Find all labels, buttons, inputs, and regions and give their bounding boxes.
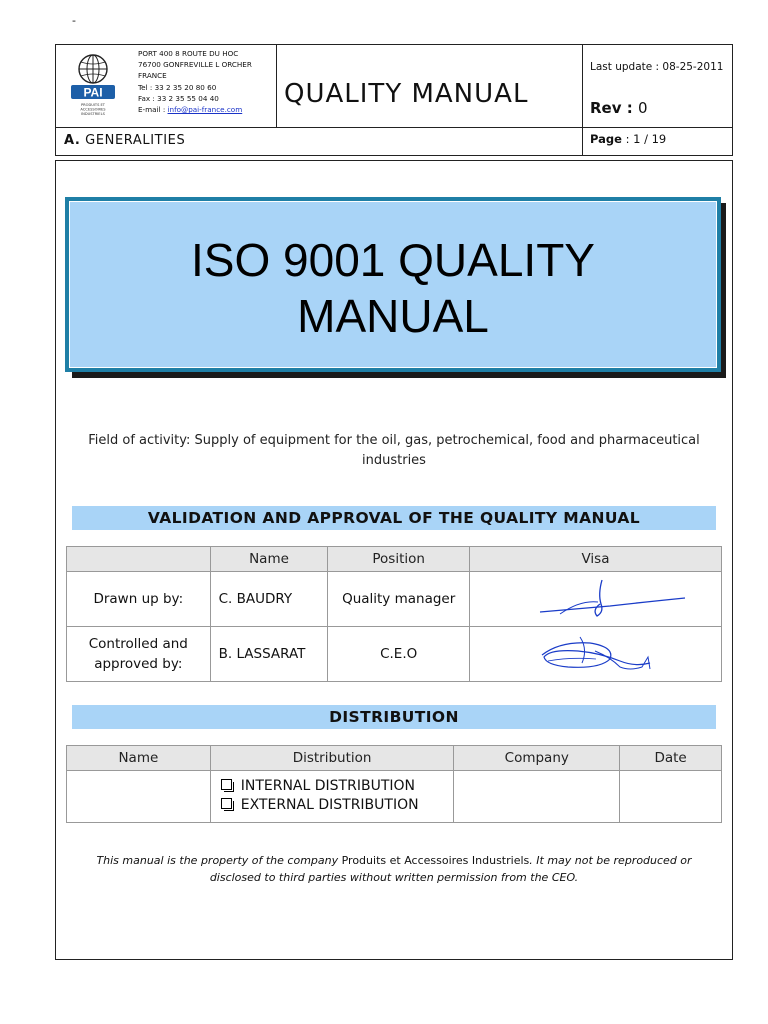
table-header-cell: Date: [620, 746, 722, 771]
distribution-table: [66, 745, 722, 823]
name-cell: B. LASSARAT: [210, 627, 328, 682]
table-header-cell: Position: [328, 547, 470, 572]
ownership-notice: This manual is the property of the company Produits et Accessoires Industriels. It may not be reproduced or disclosed to third parties without written permission from the CEO.: [96, 854, 692, 884]
position-cell: C.E.O: [328, 627, 470, 682]
section-label: A. GENERALITIES: [64, 133, 186, 148]
email-link[interactable]: info@pai-france.com: [167, 105, 243, 115]
external-distribution-option[interactable]: EXTERNAL DISTRIBUTION: [221, 796, 454, 815]
field-of-activity: Field of activity: Supply of equipment for the oil, gas, petrochemical, food and pharmaceutical industries: [88, 433, 700, 468]
company-logo: [68, 51, 118, 121]
table-header-cell: Name: [67, 746, 211, 771]
company-address: PORT 400 8 ROUTE DU HOC 76700 GONFREVILLE L ORCHER FRANCE Tel : 33 2 35 20 80 60 Fax : 33 2 35 55 04 40 E-mail : info@pai-france.com: [138, 49, 252, 115]
validation-heading: VALIDATION AND APPROVAL OF THE QUALITY MANUAL: [72, 506, 716, 530]
last-update: Last update : 08-25-2011: [590, 61, 724, 73]
table-row: [67, 627, 722, 682]
table-header-cell: Name: [210, 547, 328, 572]
company-cell: [454, 771, 620, 823]
role-cell: Controlled and approved by:: [67, 627, 211, 682]
table-header-cell: Company: [454, 746, 620, 771]
table-row: [67, 572, 722, 627]
role-cell: Drawn up by:: [67, 572, 211, 627]
name-cell: C. BAUDRY: [210, 572, 328, 627]
table-header-cell: [67, 547, 211, 572]
table-header-row: [67, 547, 722, 572]
visa-cell: [469, 627, 721, 682]
position-cell: Quality manager: [328, 572, 470, 627]
distribution-cell: [210, 771, 454, 823]
document-title: QUALITY MANUAL: [284, 79, 529, 109]
signature-lassarat: [470, 627, 720, 677]
revision: Rev : 0: [590, 99, 648, 117]
checkbox-icon[interactable]: [221, 798, 232, 809]
page-mark: -: [72, 14, 76, 27]
internal-distribution-option[interactable]: INTERNAL DISTRIBUTION: [221, 777, 454, 796]
name-cell: [67, 771, 211, 823]
date-cell: [620, 771, 722, 823]
validation-table: [66, 546, 722, 682]
svg-text:PRODUITS ET: PRODUITS ET: [80, 103, 106, 107]
table-row: [67, 771, 722, 823]
table-header-row: [67, 746, 722, 771]
checkbox-icon[interactable]: [221, 779, 232, 790]
svg-text:PAI: PAI: [83, 85, 103, 100]
svg-text:ACCESSOIRES: ACCESSOIRES: [80, 107, 106, 112]
svg-text:INDUSTRIELS: INDUSTRIELS: [81, 112, 105, 116]
document-header: [55, 44, 733, 156]
page-number: Page : 1 / 19: [590, 132, 667, 146]
visa-cell: [469, 572, 721, 627]
table-header-cell: Distribution: [210, 746, 454, 771]
signature-baudry: [470, 572, 720, 622]
distribution-heading: DISTRIBUTION: [72, 705, 716, 729]
main-title: ISO 9001 QUALITY MANUAL: [191, 234, 595, 342]
table-header-cell: Visa: [469, 547, 721, 572]
